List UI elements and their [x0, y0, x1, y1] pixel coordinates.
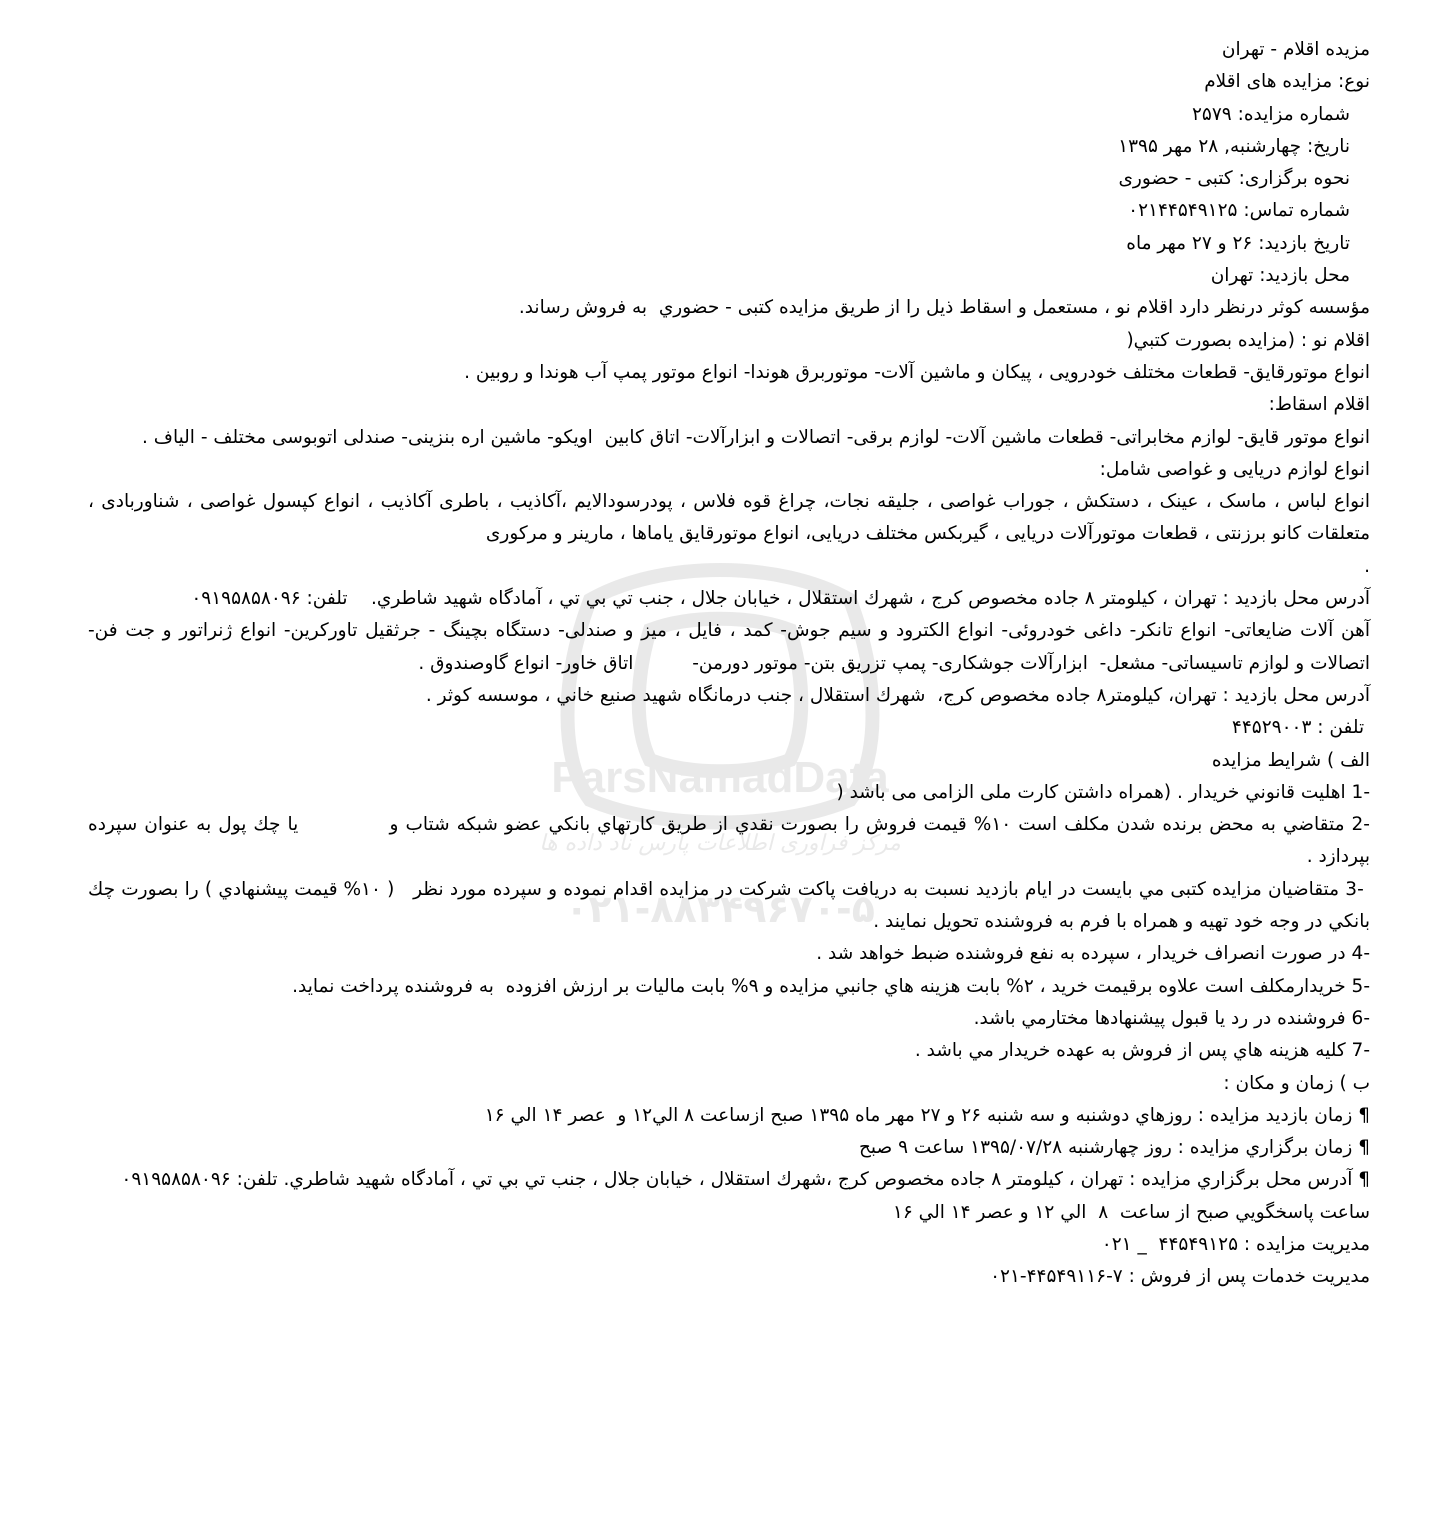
watermark-tagline: مرکز فراوری اطلاعات پارس ناد داده ها	[539, 831, 901, 856]
auction-notice	[82, 34, 1370, 1294]
visit-phone-2: تلفن : ۴۴۵۲۹۰۰۳	[1231, 717, 1370, 739]
condition-item: -1 اهلیت قانوني خریدار . (همراه داشتن کارت ملی الزامی می باشد (	[836, 781, 1370, 803]
visit-date: تاريخ بازديد: ۲۶ و ۲۷ مهر ماه	[1126, 232, 1350, 254]
schedule-auction-address: ¶ آدرس محل برگزاري مزایده : تهران ، کیلومتر ۸ جاده مخصوص کرج ،شهرك استقلال ، خیابان جلال ، جنب تي بي تي ، آمادگاه شهید شاطري. تلفن: ۰۹۱۹۵۸۵۸۰۹۶	[121, 1169, 1370, 1191]
watermark-phone: ۰۲۱-۸۸۳۴۹۶۷۰-۵	[565, 887, 875, 931]
schedule-visit-time: ¶ زمان بازدید مزایده : روزهاي دوشنبه و سه شنبه ۲۶ و ۲۷ مهر ماه ۱۳۹۵ صبح ازساعت ۸ الي۱۲ و عصر ۱۴ الي ۱۶	[484, 1104, 1370, 1126]
auction-management: مدیریت مزایده : ۴۴۵۴۹۱۲۵ _ ۰۲۱	[1101, 1233, 1370, 1255]
condition-item: -2 متقاضي به محض برنده شدن مکلف است ۱۰% قیمت فروش را بصورت نقدي از طریق کارتهاي بانکي عضو شبکه شتاب و یا چك پول به عنوان سپرده بپردازد .	[82, 814, 1370, 868]
marine-items-list: انواع لباس ، ماسک ، عینک ، دستکش ، جوراب غواصی ، جلیقه نجات، چراغ قوه فلاس ، پودرسودالایم ،آکاذیب ، باطری آکاذیب ، انواع کپسول غواصی ، شناوربادی ، متعلقات کانو برزنتی ، قطعات موتورآلات دریایی ، گیربکس مختلف دریایی، انواع موتورقایق یاماها ، مارینر و مرکوری	[82, 491, 1370, 545]
schedule-title: ب ) زمان و مکان :	[1223, 1072, 1370, 1094]
notice-title: مزيده اقلام - تهران	[1221, 39, 1370, 60]
auction-type: نوع: مزايده هاى اقلام	[1204, 71, 1370, 93]
visit-place: محل بازدید: تهران	[1210, 265, 1350, 287]
condition-item: -6 فروشنده در رد یا قبول پیشنهادها مختارمي باشد.	[973, 1007, 1370, 1029]
auction-number: شماره مزایده: ۲۵۷۹	[1191, 103, 1350, 125]
condition-item: -5 خریدارمکلف است علاوه برقیمت خرید ، ۲% بابت هزینه هاي جانبي مزایده و ۹% بابت مالیات بر ارزش افزوده به فروشنده پرداخت نماید.	[292, 975, 1370, 997]
watermark-brand: ParsNamadData	[551, 753, 889, 802]
auction-date: ناريخ: چهارشنبه, ۲۸ مهر ۱۳۹۵	[1118, 135, 1350, 157]
new-items-list: انواع موتورقایق- قطعات مختلف خودرویی ، پیکان و ماشین آلات- موتوربرق هوندا- انواع موتور پمپ آب هوندا و روبین .	[464, 361, 1370, 383]
condition-item: -3 متقاضیان مزایده کتبی مي بایست در ایام بازدید نسبت به دریافت پاکت شرکت در مزایده اقدام نموده و سپرده مورد نظر ( ۱۰% قیمت پیشنهادي ) را بصورت چك بانکي در وجه خود تهیه و همراه با فرم به فروشنده تحویل نمایند .	[82, 878, 1370, 933]
new-items-title: اقلام نو : (مزایده بصورت کتبي(	[1126, 329, 1370, 351]
visit-address-1: آدرس محل بازدید : تهران ، کیلومتر ۸ جاده مخصوص کرج ، شهرك استقلال ، خیابان جلال ، جنب تي بي تي ، آمادگاه شهید شاطري. تلفن: ۰۹۱۹۵۸۵۸۰۹۶	[191, 588, 1370, 610]
condition-item: -4 در صورت انصراف خریدار ، سپرده به نفع فروشنده ضبط خواهد شد .	[816, 943, 1370, 965]
scrap-items-title: اقلام اسقاط:	[1268, 394, 1370, 416]
marine-items-title: انواع لوازم دریایی و غواصی شامل:	[1099, 458, 1370, 480]
auction-method: نحوه برگزارى: کتبى - حضورى	[1118, 168, 1350, 190]
marine-items-dot: .	[1364, 555, 1370, 577]
conditions-title: الف ) شرایط مزایده	[1211, 749, 1370, 771]
metal-items-list: آهن آلات ضایعاتی- انواع تانکر- داغی خودروئی- انواع الکترود و سیم جوش- کمد ، فایل ، میز و صندلی- دستگاه بچینگ - جرثقیل تاورکرین- انواع ژنراتور و جت فن- اتصالات و لوازم تاسیساتی- مشعل- ابزارآلات جوشکاری- پمپ تزریق بتن- موتور دورمن- اتاق خاور- انواع گاوصندوق .	[82, 620, 1370, 674]
scrap-items-list: انواع موتور قایق- لوازم مخابراتی- قطعات ماشین آلات- لوازم برقی- اتصالات و ابزارآلات- اتاق کابین اویکو- ماشین اره بنزینی- صندلی اتوبوسی مختلف - الیاف .	[142, 426, 1370, 448]
schedule-auction-time: ¶ زمان برگزاري مزایده : روز چهارشنبه ۱۳۹۵/۰۷/۲۸ ساعت ۹ صبح	[858, 1137, 1370, 1159]
after-sales-management: مدیریت خدمات پس از فروش : ۷-۴۴۵۴۹۱۱۶-۰۲۱	[990, 1266, 1370, 1288]
contact-number: شماره تماس: ۰۲۱۴۴۵۴۹۱۲۵	[1128, 200, 1350, 222]
condition-item: -7 کلیه هزینه هاي پس از فروش به عهده خریدار مي باشد .	[914, 1040, 1370, 1062]
intro-paragraph: مؤسسه کوثر درنظر دارد اقلام نو ، مستعمل و اسقاط ذیل را از طریق مزایده کتبی - حضوري به فروش رساند.	[518, 297, 1370, 319]
answer-hours: ساعت پاسخگویي صبح از ساعت ۸ الي ۱۲ و عصر ۱۴ الي ۱۶	[892, 1201, 1370, 1223]
visit-address-2: آدرس محل بازدید : تهران، کیلومتر۸ جاده مخصوص کرج، شهرك استقلال ، جنب درمانگاه شهید صنیع خاني ، موسسه کوثر .	[425, 684, 1370, 706]
